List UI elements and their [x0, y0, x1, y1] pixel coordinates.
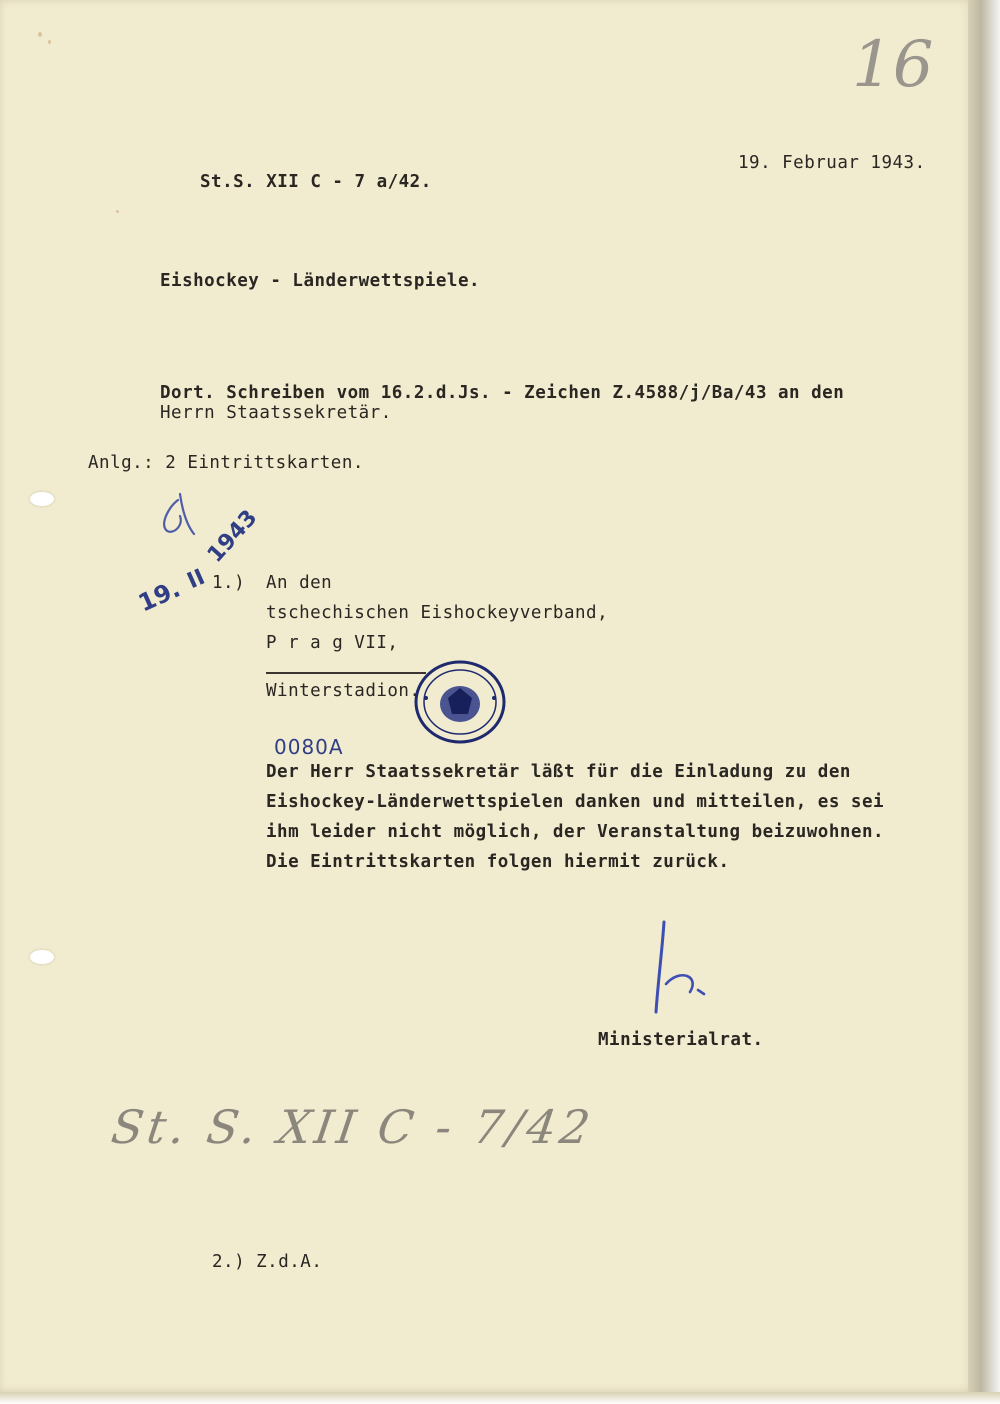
- body-line-4: Die Eintrittskarten folgen hiermit zurück.: [266, 852, 730, 872]
- reference-line-1: Dort. Schreiben vom 16.2.d.Js. - Zeichen Z.4588/j/Ba/43 an den: [160, 383, 845, 403]
- folio-number: 16: [852, 28, 934, 102]
- pencil-file-reference: St. S. XII C - 7/42: [108, 1100, 598, 1154]
- stain-spot: [48, 40, 51, 44]
- item-2-disposition: 2.) Z.d.A.: [212, 1252, 323, 1272]
- stamp-date-year: 1943: [202, 505, 263, 568]
- punch-hole-icon: [30, 492, 54, 506]
- underline-rule: [266, 672, 426, 674]
- letter-date: 19. Februar 1943.: [738, 153, 926, 173]
- page-edge-bottom: [0, 1392, 1000, 1404]
- address-line-3: P r a g VII,: [266, 633, 399, 653]
- stamp-date-month: II: [183, 564, 209, 595]
- file-reference: St.S. XII C - 7 a/42.: [200, 172, 432, 192]
- initials-mark: [150, 488, 210, 548]
- punch-hole-icon: [30, 950, 54, 964]
- item-1-number: 1.): [212, 573, 246, 593]
- signature-mark: [640, 912, 720, 1022]
- enclosure-line: Anlg.: 2 Eintrittskarten.: [88, 453, 364, 473]
- stain-spot: [116, 210, 119, 213]
- stamp-date-day: 19.: [134, 574, 185, 618]
- body-line-3: ihm leider nicht möglich, der Veranstaltung beizuwohnen.: [266, 822, 885, 842]
- address-line-1: An den: [266, 573, 333, 593]
- signer-title: Ministerialrat.: [598, 1030, 764, 1050]
- stamp-number: 0080A: [274, 735, 344, 759]
- reference-line-2: Herrn Staatssekretär.: [160, 403, 392, 423]
- body-line-1: Der Herr Staatssekretär läßt für die Einladung zu den: [266, 762, 851, 782]
- address-line-4: Winterstadion.: [266, 681, 421, 701]
- official-seal-icon: [412, 658, 508, 746]
- stain-spot: [38, 32, 42, 37]
- body-line-2: Eishockey-Länderwettspielen danken und mitteilen, es sei: [266, 792, 885, 812]
- page-edge: [968, 0, 1000, 1404]
- subject-line: Eishockey - Länderwettspiele.: [160, 271, 481, 291]
- address-line-2: tschechischen Eishockeyverband,: [266, 603, 609, 623]
